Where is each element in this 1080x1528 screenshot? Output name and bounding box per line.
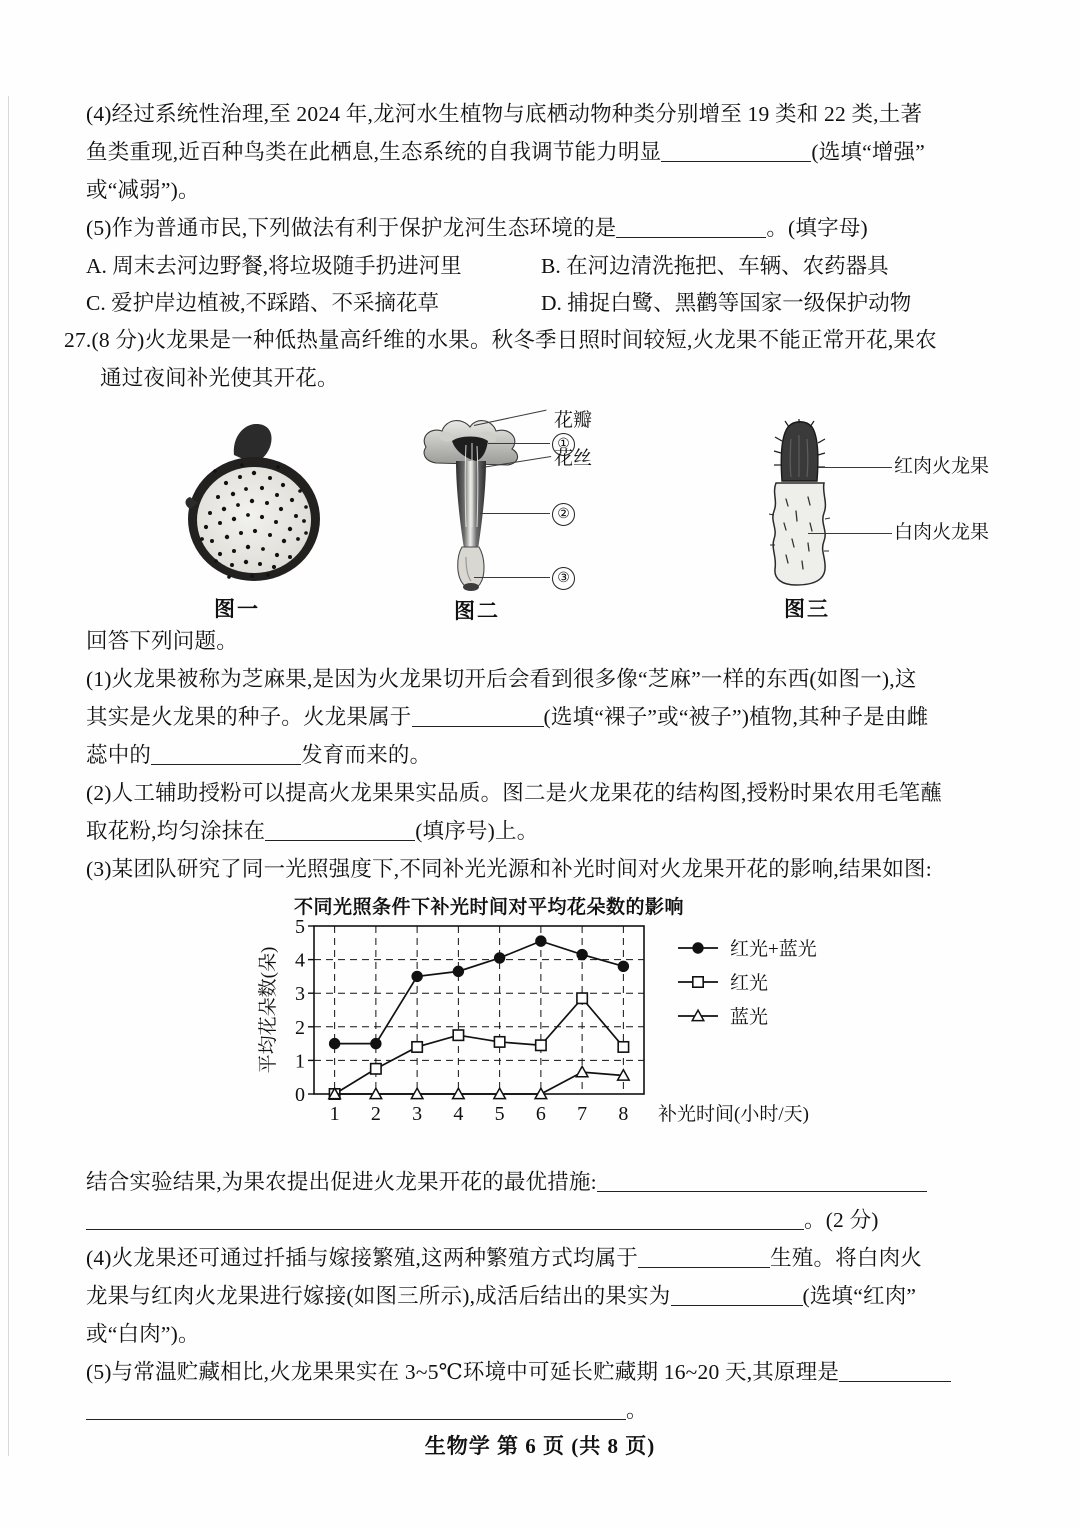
chart-container: [86, 892, 996, 1164]
svg-text:5: 5: [494, 1103, 505, 1125]
figure-three-caption: 图三: [784, 597, 830, 621]
q27-stem-line2: 通过夜间补光使其开花。: [100, 366, 339, 390]
q27-item2-label: (2): [86, 781, 112, 805]
q27-item1-line3: [86, 737, 996, 774]
label-white-flesh-dragonfruit: 白肉火龙果: [894, 522, 990, 543]
svg-text:4: 4: [453, 1103, 464, 1125]
answer-blank[interactable]: [412, 726, 544, 727]
svg-text:1: 1: [295, 1050, 305, 1073]
svg-text:补光时间(小时/天): 补光时间(小时/天): [658, 1104, 809, 1125]
flowering-line-chart: [256, 918, 856, 1158]
scan-edge-line: [8, 96, 9, 1456]
svg-text:3: 3: [295, 983, 305, 1006]
prev-item4-text-d: 或“减弱”)。: [86, 178, 200, 202]
svg-text:1: 1: [329, 1103, 340, 1125]
q27-item3-label: (3): [86, 857, 112, 881]
q27-item5-text2: 。: [626, 1398, 648, 1422]
q27-item4-text2b: (选填“红肉”: [802, 1284, 917, 1308]
leader-line-one: [488, 443, 550, 444]
svg-text:2: 2: [370, 1103, 381, 1125]
leader-line-two: [480, 513, 550, 514]
q27-item3-line1: [86, 851, 996, 888]
svg-text:平均花朵数(朵): 平均花朵数(朵): [258, 946, 279, 1074]
answer-blank[interactable]: [86, 1229, 804, 1230]
figure-one-caption: 图一: [214, 597, 260, 621]
q27-item1-label: (1): [86, 667, 112, 691]
prev-item5-text-a: 作为普通市民,下列做法有利于保护龙河生态环境的是: [111, 216, 617, 240]
svg-text:5: 5: [295, 918, 305, 938]
figure-two-flower-structure: [416, 410, 593, 623]
q27-item4-text2a: 龙果与红肉火龙果进行嫁接(如图三所示),成活后结出的果实为: [86, 1284, 671, 1308]
q27-item2-line2: [86, 813, 996, 850]
q27-number-score: [64, 322, 144, 359]
q27-item5-line1: [86, 1354, 996, 1391]
q27-item3-followup-a: 结合实验结果,为果农提出促进火龙果开花的最优措施:: [86, 1170, 597, 1194]
option-b[interactable]: B. 在河边清洗拖把、车辆、农药器具: [541, 254, 889, 278]
prev-item5-text-b: 。(填字母): [766, 216, 868, 240]
option-a[interactable]: A. 周末去河边野餐,将垃圾随手扔进河里: [86, 254, 462, 278]
figure-row: [86, 405, 996, 623]
leader-line-white-flesh: [808, 533, 892, 534]
label-circle-3: ③: [552, 567, 575, 590]
svg-text:4: 4: [295, 949, 305, 972]
svg-text:2: 2: [295, 1016, 305, 1039]
option-c[interactable]: C. 爱护岸边植被,不踩踏、不采摘花草: [86, 291, 439, 315]
flower-illustration: [416, 411, 536, 601]
q27-item3-followup-line1: [86, 1164, 996, 1201]
q27-item3-followup-line2: [86, 1202, 996, 1239]
q27-number: 27.: [64, 328, 92, 352]
q27-item5-label: (5): [86, 1360, 112, 1384]
figure-one-dragonfruit-cross-section: [182, 421, 342, 621]
leader-line-red-flesh: [818, 467, 892, 468]
answer-blank[interactable]: [661, 161, 811, 162]
q27-item3-text1: 某团队研究了同一光照强度下,不同补光光源和补光时间对火龙果开花的影响,结果如图:: [111, 857, 932, 881]
prev-item5-label: (5): [86, 216, 112, 240]
q27-item4-label: (4): [86, 1246, 112, 1270]
dragonfruit-illustration: [182, 421, 342, 591]
answer-blank[interactable]: [597, 1191, 927, 1192]
svg-text:3: 3: [412, 1103, 423, 1125]
q27-prompt: 回答下列问题。: [86, 629, 238, 653]
q27-item1-line1: [86, 661, 996, 698]
prev-item5-options-row2: [86, 285, 996, 322]
figure-three-graft: [762, 419, 990, 621]
option-d[interactable]: D. 捕捉白鹭、黑鹳等国家一级保护动物: [541, 291, 912, 315]
answer-blank[interactable]: [265, 840, 415, 841]
answer-blank[interactable]: [671, 1305, 803, 1306]
q27-item2-text2a: 取花粉,均匀涂抹在: [86, 819, 266, 843]
graft-illustration: [762, 419, 867, 597]
svg-text:7: 7: [577, 1103, 588, 1125]
q27-item2-line1: [86, 775, 996, 812]
figure-two-caption: 图二: [454, 599, 500, 623]
label-filament: 花丝: [554, 448, 593, 469]
q27-item1-text2a: 其实是火龙果的种子。火龙果属于: [86, 705, 412, 729]
svg-text:红光+蓝光: 红光+蓝光: [730, 939, 817, 960]
prev-item4-text-a: 经过系统性治理,至 2024 年,龙河水生植物与底栖动物种类分别增至 19 类和 22 类,土著: [111, 102, 923, 126]
prev-item4-line1: [86, 96, 996, 133]
leader-line-three: [474, 577, 550, 578]
prev-item4-line3: [86, 172, 996, 209]
prev-item4-text-b: 鱼类重现,近百种鸟类在此栖息,生态系统的自我调节能力明显: [86, 140, 662, 164]
page-footer: 生物学 第 6 页 (共 8 页): [424, 1434, 656, 1458]
q27-item5-line2: [86, 1392, 996, 1429]
label-red-flesh-dragonfruit: 红肉火龙果: [894, 456, 990, 477]
chart-title: 不同光照条件下补光时间对平均花朵数的影响: [294, 897, 685, 918]
answer-blank[interactable]: [616, 237, 766, 238]
label-petal: 花瓣: [554, 410, 593, 431]
page-content: [64, 96, 996, 1430]
svg-text:6: 6: [535, 1103, 546, 1125]
q27-item1-text2b: (选填“裸子”或“被子”)植物,其种子是由雌: [543, 705, 929, 729]
prev-item5-options-row1: [86, 248, 996, 285]
prev-item4-line2: [86, 134, 996, 171]
answer-blank[interactable]: [151, 764, 301, 765]
prev-item4-label: (4): [86, 102, 112, 126]
prev-item4-text-c: (选填“增强”: [811, 140, 926, 164]
q27-item4-text1a: 火龙果还可通过扦插与嫁接繁殖,这两种繁殖方式均属于: [111, 1246, 639, 1270]
q27-item4-line2: [86, 1278, 996, 1315]
answer-blank[interactable]: [839, 1381, 951, 1382]
q27-score: (8 分): [91, 328, 145, 352]
q27-item3-followup-b: 。(2 分): [804, 1208, 879, 1232]
label-circle-1: ①: [552, 433, 575, 456]
q27-item4-line1: [86, 1240, 996, 1277]
svg-text:8: 8: [618, 1103, 629, 1125]
q27-stem-text1: 火龙果是一种低热量高纤维的水果。秋冬季日照时间较短,火龙果不能正常开花,果农: [144, 328, 937, 352]
svg-text:0: 0: [295, 1084, 305, 1106]
prev-item5-line1: [86, 210, 996, 247]
q27-item2-text1: 人工辅助授粉可以提高火龙果果实品质。图二是火龙果花的结构图,授粉时果农用毛笔蘸: [111, 781, 942, 805]
label-circle-2: ②: [552, 503, 575, 526]
q27-item1-line2: [86, 699, 996, 736]
q27-item4-line3: 或“白肉”)。: [86, 1322, 200, 1346]
q27-item2-text2b: (填序号)上。: [415, 819, 539, 843]
q27-item5-text1: 与常温贮藏相比,火龙果果实在 3~5℃环境中可延长贮藏期 16~20 天,其原理是: [111, 1360, 840, 1384]
svg-text:红光: 红光: [730, 973, 769, 994]
answer-blank[interactable]: [638, 1267, 770, 1268]
q27-item1-text3b: 发育而来的。: [301, 743, 432, 767]
q27-stem-line1: [64, 322, 996, 360]
q27-item1-text1: 火龙果被称为芝麻果,是因为火龙果切开后会看到很多像“芝麻”一样的东西(如图一),这: [111, 667, 917, 691]
q27-item1-text3a: 蕊中的: [86, 743, 152, 767]
q27-item4-text1b: 生殖。将白肉火: [770, 1246, 922, 1270]
answer-blank[interactable]: [86, 1419, 626, 1420]
svg-text:蓝光: 蓝光: [730, 1007, 769, 1028]
